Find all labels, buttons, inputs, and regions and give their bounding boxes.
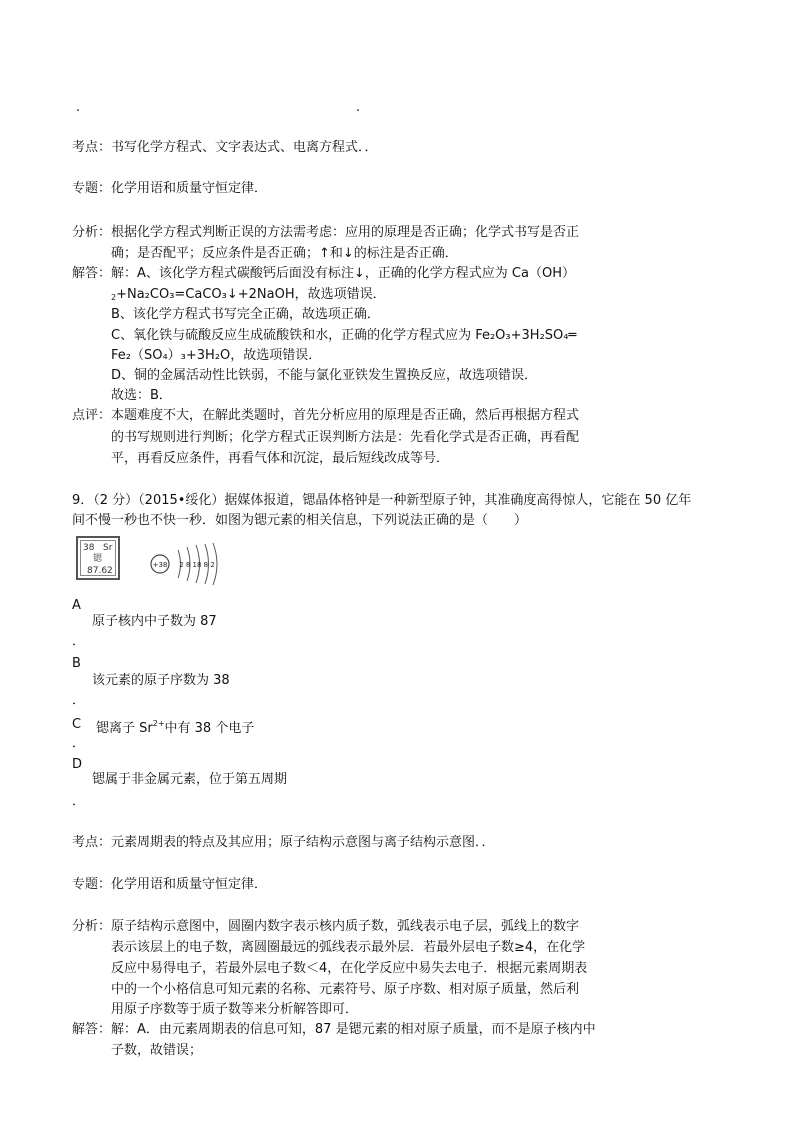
- q9-fenxi-line5: 用原子序数等于质子数等来分析解答即可．: [111, 1002, 359, 1017]
- electron-counts: 2 8 18 8 2: [179, 561, 215, 569]
- q8-dianping-line2: 的书写规则进行判断；化学方程式正误判断方法是：先看化学式是否正确，再看配: [111, 430, 580, 445]
- option-c-text-post: 中有 38 个电子: [164, 721, 255, 736]
- option-d-dot: ．: [72, 794, 86, 809]
- option-a-dot: ．: [72, 634, 86, 649]
- tile-atomic-mass: 87.62: [87, 566, 113, 576]
- option-c-text-pre: 锶离子 Sr: [96, 721, 153, 736]
- subscript-2: 2: [111, 293, 117, 302]
- tile-element-name: 锶: [93, 554, 103, 564]
- q9-zhuanti: 专题：化学用语和质量守恒定律．: [72, 877, 268, 892]
- q9-fenxi-line1: 分析：原子结构示意图中，圆圈内数字表示核内质子数，弧线表示电子层，弧线上的数字: [72, 919, 580, 934]
- q8-jieda-d: D、铜的金属活动性比铁弱，不能与氯化亚铁发生置换反应，故选项错误．: [111, 368, 538, 383]
- option-a-letter: A: [72, 598, 81, 613]
- atomic-structure-diagram: [146, 541, 226, 587]
- q8-jieda-a-equation: +Na₂CO₃=CaCO₃↓+2NaOH，故选项错误．: [116, 287, 386, 302]
- q9-kaodian: 考点：元素周期表的特点及其应用；原子结构示意图与离子结构示意图．．: [72, 835, 495, 850]
- option-a-text: 原子核内中子数为 87: [92, 614, 217, 629]
- q8-dianping-line3: 平，再看反应条件，再看气体和沉淀，最后短线改成等号．: [111, 451, 450, 466]
- option-d-letter: D: [72, 757, 83, 772]
- option-c-dot: ．: [72, 736, 86, 751]
- option-c-superscript: 2+: [152, 719, 165, 728]
- q8-fenxi-line2: 确；是否配平；反应条件是否正确；↑和↓的标注是否正确．: [111, 246, 458, 261]
- stray-dot-right: .: [356, 100, 361, 115]
- tile-inner-border: [80, 540, 116, 576]
- q8-jieda-c-line1: C、氧化铁与硫酸反应生成硫酸铁和水，正确的化学方程式应为 Fe₂O₃+3H₂SO₄═: [111, 328, 577, 343]
- q8-jieda-a-line1: 解答：解：A、该化学方程式碳酸钙后面没有标注↓，正确的化学方程式应为 Ca（OH）: [72, 266, 575, 281]
- nucleus-charge: +38: [152, 561, 168, 569]
- q8-jieda-c-line2: Fe₂（SO₄）₃+3H₂O，故选项错误．: [111, 348, 322, 363]
- q9-fenxi-line4: 中的一个小格信息可知元素的名称、元素符号、原子序数、相对原子质量，然后利: [111, 982, 580, 997]
- option-d-text: 锶属于非金属元素，位于第五周期: [92, 772, 288, 787]
- option-b-letter: B: [72, 656, 81, 671]
- q8-kaodian: 考点：书写化学方程式、文字表达式、电离方程式．．: [72, 140, 378, 155]
- periodic-table-tile: [76, 536, 120, 580]
- q9-jieda-line2: 子数，故错误；: [111, 1043, 203, 1058]
- q8-fenxi-line1: 分析：根据化学方程式判断正误的方法需考虑：应用的原理是否正确；化学式书写是否正: [72, 225, 580, 240]
- option-c-text: [96, 716, 254, 737]
- q9-stem-line2: 间不慢一秒也不快一秒．如图为锶元素的相关信息，下列说法正确的是（ ）: [72, 513, 528, 528]
- q9-fenxi-line2: 表示该层上的电子数，离圆圈最远的弧线表示最外层．若最外层电子数≥4，在化学: [111, 940, 586, 955]
- q8-jieda-b: B、该化学方程式书写完全正确，故选项正确．: [111, 307, 380, 322]
- q9-fenxi-line3: 反应中易得电子，若最外层电子数＜4，在化学反应中易失去电子．根据元素周期表: [111, 961, 588, 976]
- option-b-text: 该元素的原子序数为 38: [92, 673, 230, 688]
- q8-dianping-line1: 点评：本题难度不大，在解此类题时，首先分析应用的原理是否正确，然后再根据方程式: [72, 408, 580, 423]
- tile-symbol: Sr: [103, 543, 113, 553]
- q8-jieda-a-line2: [111, 287, 386, 306]
- tile-atomic-number: 38: [83, 543, 95, 553]
- option-b-dot: ．: [72, 693, 86, 708]
- q9-jieda-line1: 解答：解：A．由元素周期表的信息可知，87 是锶元素的相对原子质量，而不是原子核内中: [72, 1022, 596, 1037]
- stray-dot-left: .: [76, 100, 81, 115]
- option-c-letter: C: [72, 717, 82, 732]
- q8-guxuan: 故选：B．: [111, 388, 172, 403]
- q9-stem-line1: 9．（2 分）（2015•绥化）据媒体报道，锶晶体格钟是一种新型原子钟，其准确度高得惊人，它能在 50 亿年: [72, 493, 692, 508]
- q8-zhuanti: 专题：化学用语和质量守恒定律．: [72, 181, 268, 196]
